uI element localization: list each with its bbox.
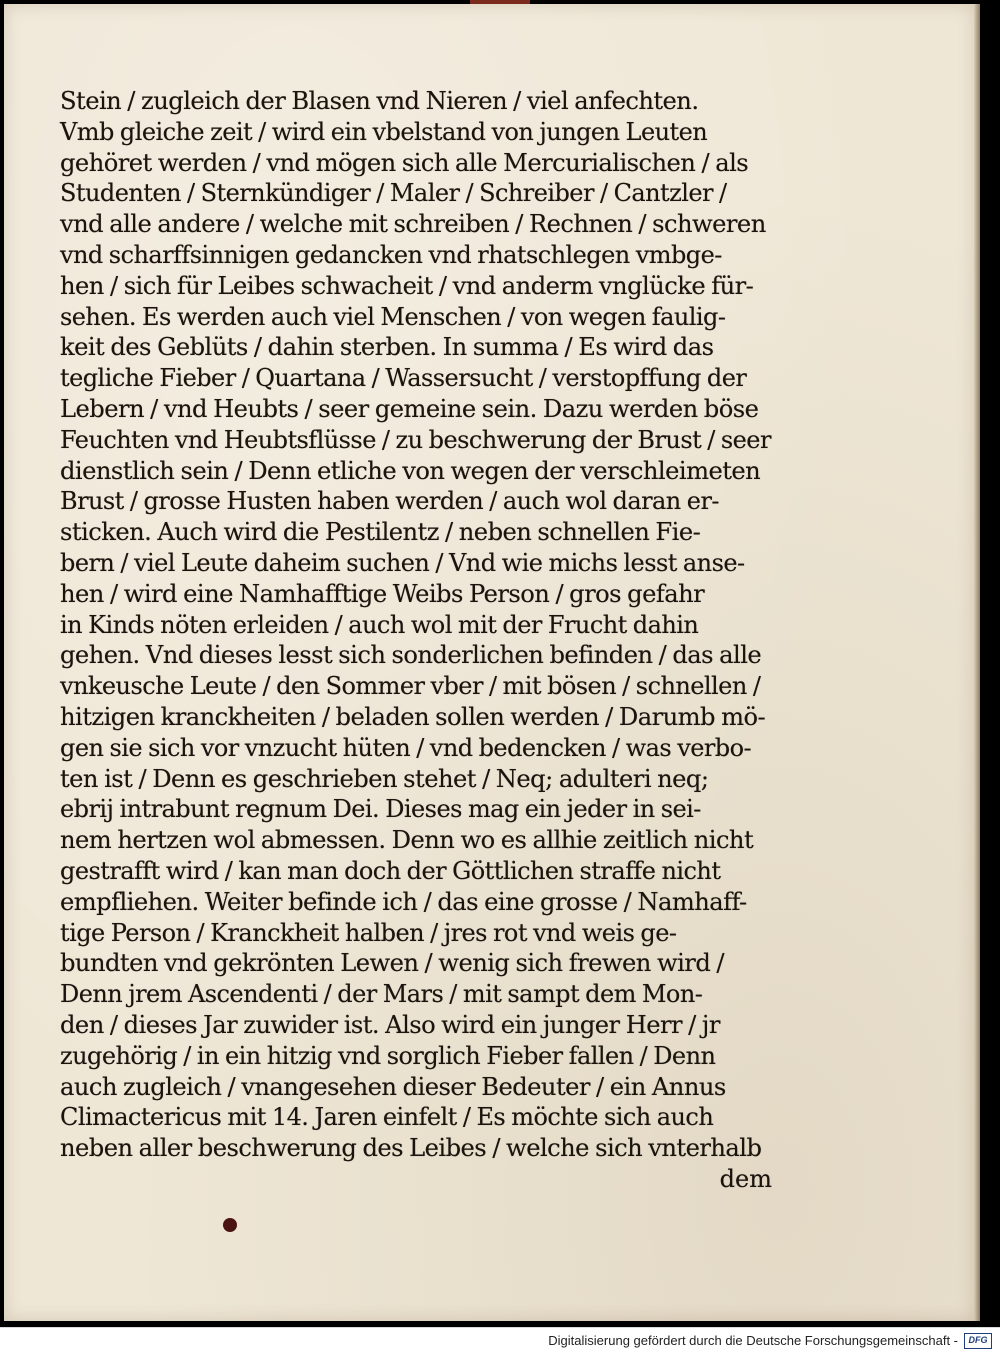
text-line: vnkeusche Leute / den Sommer vber / mit bösen / schnellen / bbox=[60, 672, 761, 701]
text-line: hen / wird eine Namhafftige Weibs Person / gros gefahr bbox=[60, 579, 705, 608]
text-line: ten ist / Denn es geschrieben stehet / Neq; adulteri neq; bbox=[60, 764, 709, 793]
text-line: gehen. Vnd dieses lesst sich sonderlichen befinden / das alle bbox=[60, 641, 762, 670]
page-edge bbox=[974, 4, 980, 1321]
text-line: Lebern / vnd Heubts / seer gemeine sein. Dazu werden böse bbox=[60, 394, 759, 423]
text-line: dienstlich sein / Denn etliche von wegen der verschleimeten bbox=[60, 456, 761, 485]
text-line: Vmb gleiche zeit / wird ein vbelstand von jungen Leuten bbox=[60, 117, 708, 146]
text-line: den / dieses Jar zuwider ist. Also wird ein junger Herr / jr bbox=[60, 1010, 720, 1039]
text-line: gen sie sich vor vnzucht hüten / vnd bedencken / was verbo- bbox=[60, 733, 752, 762]
text-line: Stein / zugleich der Blasen vnd Nieren / viel anfechten. bbox=[60, 87, 699, 115]
text-line: auch zugleich / vnangesehen dieser Bedeuter / ein Annus bbox=[60, 1072, 726, 1101]
text-line: empfliehen. Weiter befinde ich / das eine grosse / Namhaff- bbox=[60, 887, 747, 916]
text-line: Denn jrem Ascendenti / der Mars / mit sampt dem Mon- bbox=[60, 980, 703, 1009]
text-line: tige Person / Kranckheit halben / jres rot vnd weis ge- bbox=[60, 918, 677, 947]
text-line: Brust / grosse Husten haben werden / auch wol daran er- bbox=[60, 487, 719, 516]
text-line: in Kinds nöten erleiden / auch wol mit der Frucht dahin bbox=[60, 610, 699, 639]
text-line: Climactericus mit 14. Jaren einfelt / Es möchte sich auch bbox=[60, 1103, 714, 1132]
text-line: vnd alle andere / welche mit schreiben / Rechnen / schweren bbox=[60, 210, 766, 239]
text-line: gestrafft wird / kan man doch der Göttlichen straffe nicht bbox=[60, 856, 721, 885]
text-line: keit des Geblüts / dahin sterben. In summa / Es wird das bbox=[60, 333, 714, 362]
text-line: tegliche Fieber / Quartana / Wassersucht / verstopffung der bbox=[60, 364, 747, 393]
text-line: gehöret werden / vnd mögen sich alle Mercurialischen / als bbox=[60, 148, 749, 177]
catchword: dem bbox=[719, 1164, 772, 1193]
text-line: sticken. Auch wird die Pestilentz / neben schnellen Fie- bbox=[60, 518, 701, 547]
text-line: bern / viel Leute daheim suchen / Vnd wie michs lesst anse- bbox=[60, 548, 745, 577]
text-line: hen / sich für Leibes schwacheit / vnd anderm vnglücke für- bbox=[60, 271, 754, 300]
text-line: nem hertzen wol abmessen. Denn wo es allhie zeitlich nicht bbox=[60, 826, 754, 855]
text-line: neben aller beschwerung des Leibes / welche sich vnterhalb bbox=[60, 1134, 762, 1163]
text-line: sehen. Es werden auch viel Menschen / von wegen faulig- bbox=[60, 302, 726, 331]
text-line: bundten vnd gekrönten Lewen / wenig sich frewen wird / bbox=[60, 949, 724, 978]
footer-bar bbox=[0, 1327, 1000, 1354]
ink-dot bbox=[223, 1218, 237, 1232]
text-line: zugehörig / in ein hitzig vnd sorglich Fieber fallen / Denn bbox=[60, 1041, 716, 1070]
text-block bbox=[60, 86, 800, 1195]
catchword-row bbox=[60, 1164, 800, 1195]
dfg-logo-icon: DFG bbox=[964, 1333, 992, 1349]
text-line: Feuchten vnd Heubtsflüsse / zu beschwerung der Brust / seer bbox=[60, 425, 771, 454]
footer-credit: Digitalisierung gefördert durch die Deutsche Forschungsgemeinschaft - bbox=[548, 1333, 958, 1348]
text-line: ebrij intrabunt regnum Dei. Dieses mag ein jeder in sei- bbox=[60, 795, 701, 824]
text-line: Studenten / Sternkündiger / Maler / Schreiber / Cantzler / bbox=[60, 179, 727, 208]
text-line: hitzigen kranckheiten / beladen sollen werden / Darumb mö- bbox=[60, 702, 766, 731]
text-line: vnd scharffsinnigen gedancken vnd rhatschlegen vmbge- bbox=[60, 240, 722, 269]
book-page bbox=[4, 4, 974, 1321]
